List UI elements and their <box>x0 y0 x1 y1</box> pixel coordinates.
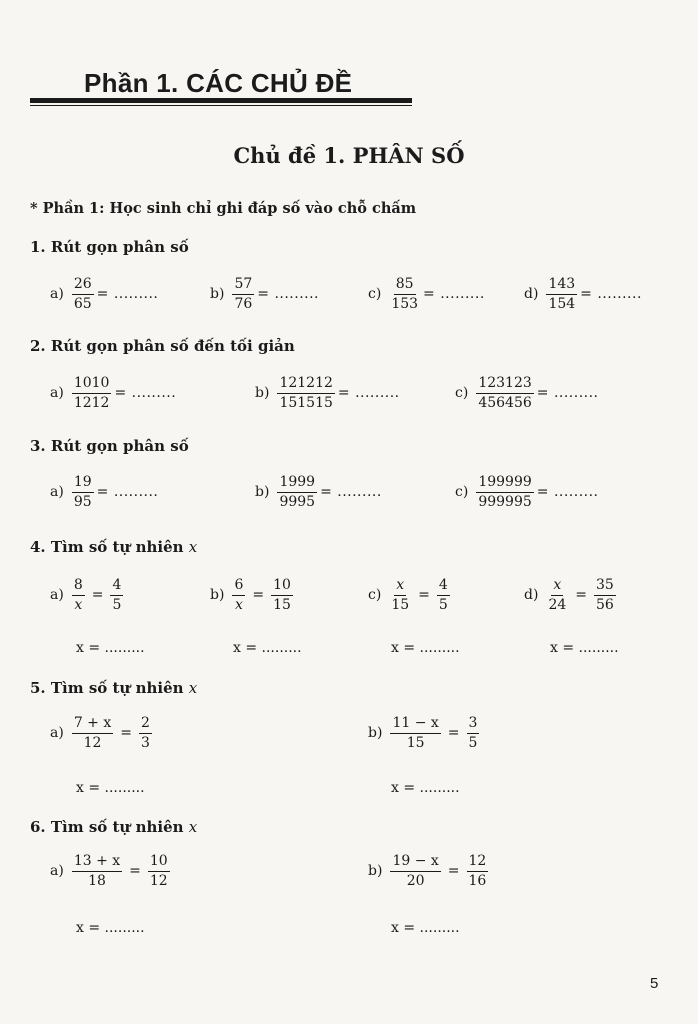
q4-item-a <box>50 578 126 612</box>
equals-sign: = <box>252 587 265 604</box>
fraction <box>72 277 94 311</box>
numerator: 2 <box>139 716 152 734</box>
answer-blank[interactable]: = ......... <box>536 385 599 402</box>
q3-item-a <box>50 475 158 509</box>
denominator: 76 <box>234 295 253 312</box>
answer-blank[interactable]: = ......... <box>114 385 177 402</box>
numerator: 4 <box>110 578 123 596</box>
numerator: 8 <box>72 578 85 596</box>
equals-sign: = <box>447 863 460 880</box>
fraction-left <box>389 578 411 612</box>
denominator: 95 <box>73 493 92 510</box>
variable-x: x <box>188 818 198 836</box>
answer-blank[interactable]: = ......... <box>536 484 599 501</box>
item-label: c) <box>455 385 469 402</box>
equals-sign: = <box>120 725 132 742</box>
denominator: 5 <box>438 596 448 613</box>
fraction-right <box>467 716 480 750</box>
numerator: 1010 <box>72 376 112 394</box>
part-title: Phần 1. CÁC CHỦ ĐỀ <box>84 68 353 98</box>
item-label: b) <box>210 286 225 303</box>
q3-item-c <box>455 475 599 509</box>
item-label: c) <box>455 484 469 501</box>
fraction-left <box>72 578 85 612</box>
q4-item-b <box>210 578 296 612</box>
denominator: x <box>74 596 83 613</box>
equals-sign: = <box>575 587 587 604</box>
fraction <box>476 475 533 509</box>
item-label: b) <box>368 725 383 742</box>
numerator: 3 <box>467 716 480 734</box>
q6-item-b <box>368 854 491 888</box>
question-1-title: 1. Rút gọn phân số <box>30 238 189 256</box>
item-label: c) <box>368 286 382 303</box>
fraction-right <box>594 578 616 612</box>
item-label: a) <box>50 863 64 880</box>
q1-item-c <box>368 277 485 311</box>
variable-x: x <box>188 679 198 697</box>
numerator: 143 <box>546 277 577 295</box>
numerator: 6 <box>232 578 245 596</box>
denominator: 16 <box>468 872 487 889</box>
q1-item-b <box>210 277 319 311</box>
numerator: 4 <box>437 578 450 596</box>
item-label: a) <box>50 484 64 501</box>
fraction-right <box>271 578 293 612</box>
q5-item-b <box>368 716 482 750</box>
equals-sign: = <box>447 725 460 742</box>
fraction-left <box>72 716 113 750</box>
answer-blank[interactable]: = ......... <box>337 385 400 402</box>
question-5-title <box>30 679 197 697</box>
item-label: b) <box>368 863 383 880</box>
denominator: 65 <box>73 295 92 312</box>
item-label: b) <box>210 587 225 604</box>
numerator: 121212 <box>277 376 334 394</box>
fraction-right <box>148 854 170 888</box>
question-3-title: 3. Rút gọn phân số <box>30 437 189 455</box>
denominator: 24 <box>548 596 567 613</box>
q5-item-a <box>50 716 155 750</box>
denominator: 56 <box>596 596 614 613</box>
answer-blank[interactable]: = ......... <box>96 484 159 501</box>
denominator: 12 <box>83 734 102 751</box>
fraction-right <box>110 578 123 612</box>
item-label: d) <box>524 286 539 303</box>
q3-item-b <box>255 475 382 509</box>
answer-blank[interactable]: x = ......... <box>76 920 145 936</box>
equals-sign: = <box>418 587 430 604</box>
answer-blank[interactable]: x = ......... <box>391 920 460 936</box>
answer-blank[interactable]: x = ......... <box>550 640 619 656</box>
answer-blank[interactable]: x = ......... <box>76 780 145 796</box>
answer-blank[interactable]: = ......... <box>320 484 382 501</box>
q2-item-b <box>255 376 400 410</box>
answer-blank[interactable]: = ......... <box>423 286 485 303</box>
fraction <box>277 475 317 509</box>
denominator: 5 <box>468 734 478 751</box>
fraction-left <box>72 854 122 888</box>
fraction <box>72 475 94 509</box>
fraction <box>476 376 533 410</box>
fraction-left <box>390 716 440 750</box>
answer-blank[interactable]: = ......... <box>96 286 159 303</box>
denominator: 5 <box>112 596 122 613</box>
fraction <box>546 277 577 311</box>
answer-blank[interactable]: = ......... <box>257 286 319 303</box>
numerator: 13 + x <box>72 854 122 872</box>
denominator: 3 <box>140 734 150 751</box>
q2-item-a <box>50 376 176 410</box>
denominator: 999995 <box>478 493 532 510</box>
denominator: 15 <box>273 596 291 613</box>
fraction <box>232 277 254 311</box>
answer-blank[interactable]: = ......... <box>580 286 642 303</box>
answer-blank[interactable]: x = ......... <box>391 780 460 796</box>
fraction-right <box>139 716 152 750</box>
item-label: a) <box>50 725 64 742</box>
numerator: 10 <box>148 854 170 872</box>
fraction-left <box>232 578 245 612</box>
q2-item-c <box>455 376 599 410</box>
denominator: x <box>234 596 243 613</box>
item-label: b) <box>255 385 270 402</box>
fraction-left <box>546 578 568 612</box>
denominator: 9995 <box>279 493 316 510</box>
question-2-title: 2. Rút gọn phân số đến tối giản <box>30 337 295 355</box>
equals-sign: = <box>91 587 104 604</box>
part-title-underline-thin <box>30 105 412 106</box>
q6-item-a <box>50 854 173 888</box>
equals-sign: = <box>129 863 141 880</box>
topic-title: Chủ đề 1. PHÂN SỐ <box>233 143 465 168</box>
denominator: 18 <box>88 872 106 889</box>
numerator: x <box>394 578 406 596</box>
numerator: 10 <box>271 578 293 596</box>
answer-blank[interactable]: x = ......... <box>391 640 460 656</box>
item-label: d) <box>524 587 539 604</box>
variable-x: x <box>188 538 198 556</box>
numerator: 57 <box>232 277 254 295</box>
question-text: 5. Tìm số tự nhiên <box>30 679 184 697</box>
instruction-note: * Phần 1: Học sinh chỉ ghi đáp số vào chỗ chấm <box>30 200 417 217</box>
denominator: 456456 <box>478 394 532 411</box>
denominator: 20 <box>406 872 425 889</box>
item-label: b) <box>255 484 270 501</box>
numerator: 11 − x <box>390 716 440 734</box>
question-6-title <box>30 818 197 836</box>
numerator: 1999 <box>277 475 317 493</box>
numerator: x <box>551 578 563 596</box>
q4-item-c <box>368 578 453 612</box>
q1-item-d <box>524 277 642 311</box>
numerator: 199999 <box>476 475 533 493</box>
fraction <box>389 277 420 311</box>
item-label: a) <box>50 587 64 604</box>
fraction-right <box>437 578 450 612</box>
numerator: 19 <box>72 475 94 493</box>
question-text: 6. Tìm số tự nhiên <box>30 818 184 836</box>
fraction <box>277 376 334 410</box>
denominator: 1212 <box>73 394 110 411</box>
part-title-underline <box>30 98 412 103</box>
question-4-title <box>30 538 197 556</box>
numerator: 26 <box>72 277 94 295</box>
item-label: a) <box>50 385 64 402</box>
numerator: 35 <box>594 578 616 596</box>
numerator: 7 + x <box>72 716 113 734</box>
q4-item-d <box>524 578 619 612</box>
numerator: 123123 <box>476 376 533 394</box>
denominator: 15 <box>391 596 410 613</box>
q1-item-a <box>50 277 158 311</box>
numerator: 19 − x <box>390 854 440 872</box>
denominator: 12 <box>149 872 168 889</box>
answer-blank[interactable]: x = ......... <box>233 640 302 656</box>
fraction-left <box>390 854 440 888</box>
numerator: 85 <box>394 277 416 295</box>
denominator: 154 <box>548 295 576 312</box>
denominator: 153 <box>391 295 419 312</box>
numerator: 12 <box>467 854 489 872</box>
denominator: 151515 <box>279 394 333 411</box>
item-label: c) <box>368 587 382 604</box>
question-text: 4. Tìm số tự nhiên <box>30 538 184 556</box>
denominator: 15 <box>406 734 425 751</box>
fraction <box>72 376 112 410</box>
fraction-right <box>467 854 489 888</box>
item-label: a) <box>50 286 64 303</box>
answer-blank[interactable]: x = ......... <box>76 640 145 656</box>
page-number: 5 <box>650 975 659 992</box>
